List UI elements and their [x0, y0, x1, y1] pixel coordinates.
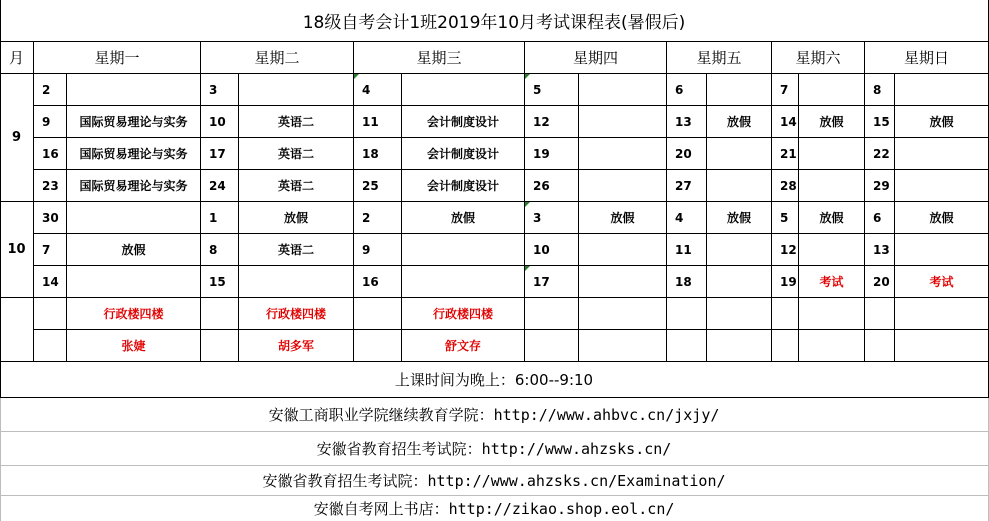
date-cell: 6 [865, 202, 895, 234]
date-cell: 22 [865, 138, 895, 170]
date-cell: 12 [525, 106, 579, 138]
comment-marker-icon [525, 266, 530, 271]
day-header-tue: 星期二 [201, 42, 354, 74]
day-header-sat: 星期六 [772, 42, 865, 74]
date-cell: 19 [772, 266, 799, 298]
location-cell [579, 298, 667, 330]
course-cell [707, 74, 772, 106]
date-cell: 12 [772, 234, 799, 266]
course-cell: 放假 [707, 202, 772, 234]
date-cell: 21 [772, 138, 799, 170]
blank-cell [772, 330, 799, 362]
date-cell: 25 [354, 170, 402, 202]
date-cell: 9 [354, 234, 402, 266]
course-cell [707, 170, 772, 202]
course-cell [239, 74, 354, 106]
day-header-wed: 星期三 [354, 42, 525, 74]
date-cell: 29 [865, 170, 895, 202]
blank-cell [667, 298, 707, 330]
date-cell: 15 [865, 106, 895, 138]
course-cell: 放假 [895, 202, 989, 234]
day-header-thu: 星期四 [525, 42, 667, 74]
date-cell: 28 [772, 170, 799, 202]
course-cell: 国际贸易理论与实务 [67, 106, 201, 138]
date-cell: 4 [354, 74, 402, 106]
date-cell: 3 [525, 202, 579, 234]
date-cell: 16 [34, 138, 67, 170]
date-cell: 15 [201, 266, 239, 298]
link-label: 安徽省教育招生考试院： [262, 472, 428, 490]
course-cell: 英语二 [239, 234, 354, 266]
course-cell: 放假 [799, 106, 865, 138]
location-cell: 行政楼四楼 [239, 298, 354, 330]
course-cell [799, 234, 865, 266]
link-row-2 [0, 432, 989, 466]
course-cell [579, 234, 667, 266]
teacher-cell [799, 330, 865, 362]
course-cell [579, 106, 667, 138]
date-cell: 2 [354, 202, 402, 234]
date-cell: 17 [525, 266, 579, 298]
month-label-september: 9 [0, 74, 34, 202]
course-cell [402, 266, 525, 298]
blank-cell [201, 298, 239, 330]
blank-cell [525, 330, 579, 362]
date-cell: 16 [354, 266, 402, 298]
class-time: 上课时间为晚上：6:00--9:10 [0, 362, 989, 398]
course-cell [707, 138, 772, 170]
blank-cell [772, 298, 799, 330]
date-cell: 13 [667, 106, 707, 138]
course-cell [579, 170, 667, 202]
course-cell: 英语二 [239, 106, 354, 138]
course-cell: 放假 [579, 202, 667, 234]
link-url[interactable]: http://www.ahbvc.cn/jxjy/ [493, 405, 720, 424]
course-cell [402, 234, 525, 266]
month-label-october: 10 [0, 202, 34, 298]
link-row-3 [0, 466, 989, 496]
course-cell: 考试 [799, 266, 865, 298]
location-cell: 行政楼四楼 [402, 298, 525, 330]
course-cell [895, 74, 989, 106]
course-cell: 会计制度设计 [402, 170, 525, 202]
teacher-cell: 胡多军 [239, 330, 354, 362]
course-cell [67, 74, 201, 106]
date-cell: 11 [667, 234, 707, 266]
course-cell [895, 234, 989, 266]
link-label: 安徽自考网上书店： [313, 500, 449, 518]
link-row-1 [0, 398, 989, 432]
blank-cell [34, 330, 67, 362]
blank-cell [201, 330, 239, 362]
date-cell: 6 [667, 74, 707, 106]
course-cell [579, 138, 667, 170]
teacher-cell [707, 330, 772, 362]
date-cell: 5 [772, 202, 799, 234]
date-cell: 19 [525, 138, 579, 170]
course-cell: 考试 [895, 266, 989, 298]
comment-marker-icon [525, 202, 530, 207]
teacher-cell [895, 330, 989, 362]
date-cell: 18 [354, 138, 402, 170]
date-cell: 18 [667, 266, 707, 298]
blank-cell [865, 298, 895, 330]
course-cell [707, 234, 772, 266]
date-cell: 20 [865, 266, 895, 298]
location-cell: 行政楼四楼 [67, 298, 201, 330]
date-cell: 5 [525, 74, 579, 106]
blank-cell [354, 330, 402, 362]
teacher-cell: 舒文存 [402, 330, 525, 362]
blank-cell [525, 298, 579, 330]
course-cell: 放假 [707, 106, 772, 138]
date-cell: 8 [201, 234, 239, 266]
course-cell: 英语二 [239, 170, 354, 202]
course-cell: 英语二 [239, 138, 354, 170]
date-cell: 14 [772, 106, 799, 138]
schedule-title: 18级自考会计1班2019年10月考试课程表(暑假后) [0, 0, 989, 42]
location-cell [799, 298, 865, 330]
course-cell: 国际贸易理论与实务 [67, 138, 201, 170]
course-cell: 放假 [239, 202, 354, 234]
date-cell: 20 [667, 138, 707, 170]
blank-cell [865, 330, 895, 362]
date-cell: 14 [34, 266, 67, 298]
course-cell [799, 170, 865, 202]
date-cell: 10 [201, 106, 239, 138]
day-header-sun: 星期日 [865, 42, 989, 74]
course-cell [895, 170, 989, 202]
date-cell: 13 [865, 234, 895, 266]
course-cell: 会计制度设计 [402, 138, 525, 170]
course-cell [799, 74, 865, 106]
blank-cell [667, 330, 707, 362]
course-cell [402, 74, 525, 106]
course-cell [67, 266, 201, 298]
date-cell: 24 [201, 170, 239, 202]
date-cell: 2 [34, 74, 67, 106]
date-cell: 26 [525, 170, 579, 202]
course-cell: 放假 [67, 234, 201, 266]
link-label: 安徽省教育招生考试院： [316, 440, 482, 458]
course-cell [579, 266, 667, 298]
date-cell: 30 [34, 202, 67, 234]
course-cell [67, 202, 201, 234]
day-header-mon: 星期一 [34, 42, 201, 74]
course-cell: 放假 [402, 202, 525, 234]
course-cell [895, 138, 989, 170]
link-url[interactable]: http://zikao.shop.eol.cn/ [448, 499, 675, 518]
comment-marker-icon [354, 74, 359, 79]
link-url[interactable]: http://www.ahzsks.cn/ [481, 439, 672, 458]
course-cell [579, 74, 667, 106]
date-cell: 7 [34, 234, 67, 266]
link-label: 安徽工商职业学院继续教育学院： [268, 406, 494, 424]
course-cell [799, 138, 865, 170]
course-cell: 放假 [895, 106, 989, 138]
location-cell [707, 298, 772, 330]
date-cell: 7 [772, 74, 799, 106]
date-cell: 3 [201, 74, 239, 106]
course-cell [239, 266, 354, 298]
date-cell: 9 [34, 106, 67, 138]
date-cell: 4 [667, 202, 707, 234]
link-url[interactable]: http://www.ahzsks.cn/Examination/ [427, 471, 726, 490]
date-cell: 11 [354, 106, 402, 138]
teacher-cell [579, 330, 667, 362]
month-header: 月 [0, 42, 34, 74]
blank-cell [34, 298, 67, 330]
location-cell [895, 298, 989, 330]
course-cell: 会计制度设计 [402, 106, 525, 138]
course-cell: 国际贸易理论与实务 [67, 170, 201, 202]
course-cell: 放假 [799, 202, 865, 234]
link-row-4 [0, 496, 989, 521]
date-cell: 17 [201, 138, 239, 170]
date-cell: 23 [34, 170, 67, 202]
date-cell: 27 [667, 170, 707, 202]
date-cell: 8 [865, 74, 895, 106]
blank-cell [0, 298, 34, 362]
teacher-cell: 张婕 [67, 330, 201, 362]
blank-cell [354, 298, 402, 330]
course-cell [707, 266, 772, 298]
comment-marker-icon [525, 74, 530, 79]
day-header-fri: 星期五 [667, 42, 772, 74]
date-cell: 1 [201, 202, 239, 234]
date-cell: 10 [525, 234, 579, 266]
